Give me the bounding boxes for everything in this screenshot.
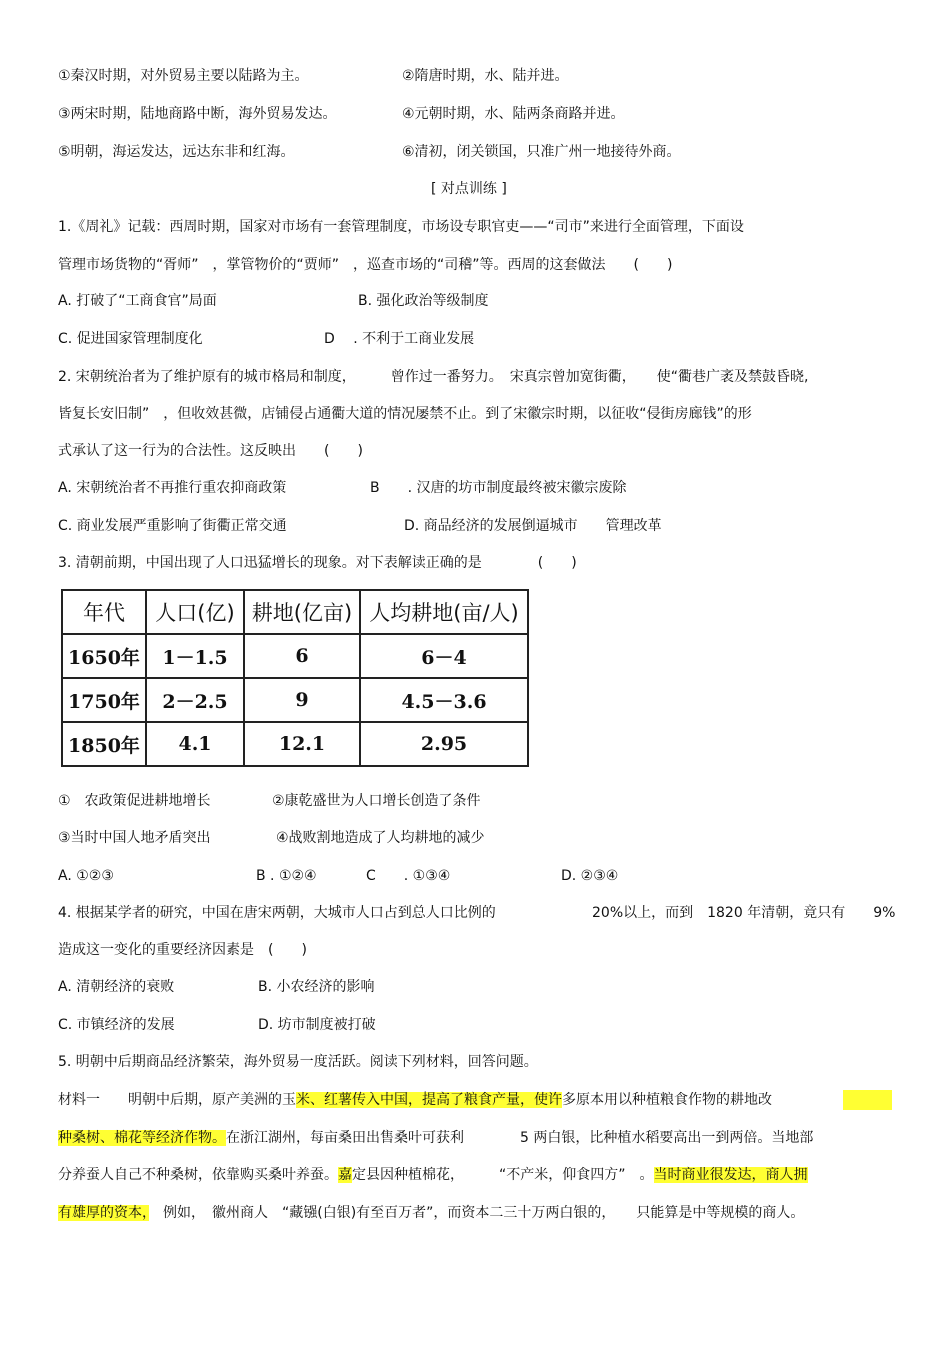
highlighted-text: 米、红薯传入中国，提高了粮食产量，使许 (296, 1092, 562, 1108)
q4-option-d: D. 坊市制度被打破 (258, 1017, 376, 1033)
table-header-cell: 年代 (62, 590, 146, 634)
table-cell: 1850年 (62, 722, 146, 766)
highlight-mark (843, 1090, 892, 1110)
q4-option-a: A. 清朝经济的衰败 (58, 979, 175, 995)
material-text: 例如， 徽州商人 “藏镪(白银)有至百万者”，而资本二三十万两白银的， 只能算是中等规模的商人。 (149, 1205, 805, 1221)
material-text: 分养蚕人自己不种桑树，依靠购买桑叶养蚕。 (58, 1167, 338, 1183)
q4-stem-line2: 造成这一变化的重要经济因素是 ( ) (58, 942, 307, 958)
q1-option-a: A. 打破了“工商食官”局面 (58, 293, 217, 309)
table-header-cell: 耕地(亿亩) (244, 590, 360, 634)
highlighted-text: 种桑树、棉花等经济作物。 (58, 1130, 226, 1146)
q2-option-c: C. 商业发展严重影响了街衢正常交通 (58, 518, 287, 534)
q1-stem-line1: 1.《周礼》记载：西周时期，国家对市场有一套管理制度，市场设专职官吏——“司市”来进行全面管理，下面设 (58, 219, 744, 235)
table-cell: 1750年 (62, 678, 146, 722)
table-cell: 1650年 (62, 634, 146, 678)
material-line3 (58, 1166, 808, 1184)
q3-stem: 3. 清朝前期，中国出现了人口迅猛增长的现象。对下表解读正确的是 ( ) (58, 555, 577, 571)
q2-option-d: D. 商品经济的发展倒逼城市 管理改革 (404, 518, 662, 534)
q3-statement-4: ④战败割地造成了人均耕地的减少 (276, 830, 485, 846)
q2-stem-line3: 式承认了这一行为的合法性。这反映出 ( ) (58, 443, 363, 459)
q5-stem: 5. 明朝中后期商品经济繁荣，海外贸易一度活跃。阅读下列材料，回答问题。 (58, 1054, 538, 1070)
table-header-cell: 人均耕地(亩/人) (360, 590, 528, 634)
summary-item-1: ①秦汉时期，对外贸易主要以陆路为主。 (58, 68, 309, 84)
summary-item-4: ④元朝时期，水、陆两条商路并进。 (402, 106, 625, 122)
material-line2 (58, 1129, 813, 1147)
table-header-cell: 人口(亿) (146, 590, 244, 634)
q3-statement-1: ① 农政策促进耕地增长 (58, 793, 211, 809)
summary-item-2: ②隋唐时期，水、陆并进。 (402, 68, 569, 84)
q1-stem-line2: 管理市场货物的“胥师” ，掌管物价的“贾师” ，巡查市场的“司稽”等。西周的这套做法 ( ) (58, 257, 673, 273)
highlighted-text: 当时商业很发达，商人拥 (653, 1167, 808, 1183)
section-title: [ 对点训练 ] (431, 181, 507, 197)
summary-item-3: ③两宋时期，陆地商路中断，海外贸易发达。 (58, 106, 337, 122)
q2-stem-line1: 2. 宋朝统治者为了维护原有的城市格局和制度， 曾作过一番努力。 宋真宗曾加宽街衢， 使“衢巷广袤及禁鼓昏晓, (58, 369, 809, 385)
summary-item-6: ⑥清初，闭关锁国，只准广州一地接待外商。 (402, 144, 681, 160)
material-line4 (58, 1204, 804, 1222)
q1-option-c: C. 促进国家管理制度化 (58, 331, 203, 347)
material-line1 (58, 1091, 772, 1109)
q3-option-c: C . ①③④ (366, 868, 451, 884)
population-table (61, 589, 529, 767)
table-cell: 2.95 (360, 722, 528, 766)
table-cell: 6 (244, 634, 360, 678)
table-cell: 4.5－3.6 (360, 678, 528, 722)
table-row (62, 634, 528, 678)
table-cell: 4.1 (146, 722, 244, 766)
q4-option-b: B. 小农经济的影响 (258, 979, 375, 995)
table-cell: 12.1 (244, 722, 360, 766)
table-header-row (62, 590, 528, 634)
q1-option-b: B. 强化政治等级制度 (358, 293, 489, 309)
material-text: 多原本用以种植粮食作物的耕地改 (562, 1092, 772, 1108)
q3-statement-3: ③当时中国人地矛盾突出 (58, 830, 211, 846)
q4-option-c: C. 市镇经济的发展 (58, 1017, 175, 1033)
table-cell: 6－4 (360, 634, 528, 678)
highlighted-text: 有雄厚的资本， (58, 1205, 149, 1221)
material-text: 在浙江湖州，每亩桑田出售桑叶可获利 5 两白银，比种植水稻要高出一到两倍。当地部 (226, 1130, 814, 1146)
table-cell: 1－1.5 (146, 634, 244, 678)
q3-option-a: A. ①②③ (58, 868, 114, 884)
table-row (62, 722, 528, 766)
table-row (62, 678, 528, 722)
q3-option-d: D. ②③④ (561, 868, 619, 884)
q2-stem-line2: 皆复长安旧制” ，但收效甚微，店铺侵占通衢大道的情况屡禁不止。到了宋徽宗时期，以征收“侵街房廊钱”的形 (58, 406, 752, 422)
q4-stem-line1a: 4. 根据某学者的研究，中国在唐宋两朝，大城市人口占到总人口比例的 (58, 905, 496, 921)
table-cell: 2－2.5 (146, 678, 244, 722)
q2-option-a: A. 宋朝统治者不再推行重农抑商政策 (58, 480, 287, 496)
material-text: 定县因种植棉花， “不产米，仰食四方” 。 (352, 1167, 654, 1183)
material-text: 材料一 明朝中后期，原产美洲的玉 (58, 1092, 296, 1108)
highlighted-text: 嘉 (338, 1167, 352, 1183)
table-cell: 9 (244, 678, 360, 722)
q3-option-b: B . ①②④ (256, 868, 317, 884)
summary-item-5: ⑤明朝，海运发达，远达东非和红海。 (58, 144, 295, 160)
q3-statement-2: ②康乾盛世为人口增长创造了条件 (272, 793, 481, 809)
q4-stem-line1b: 20%以上，而到 1820 年清朝，竟只有 9% (592, 905, 896, 921)
q2-option-b: B . 汉唐的坊市制度最终被宋徽宗废除 (370, 480, 627, 496)
q1-option-d: D . 不利于工商业发展 (324, 331, 475, 347)
